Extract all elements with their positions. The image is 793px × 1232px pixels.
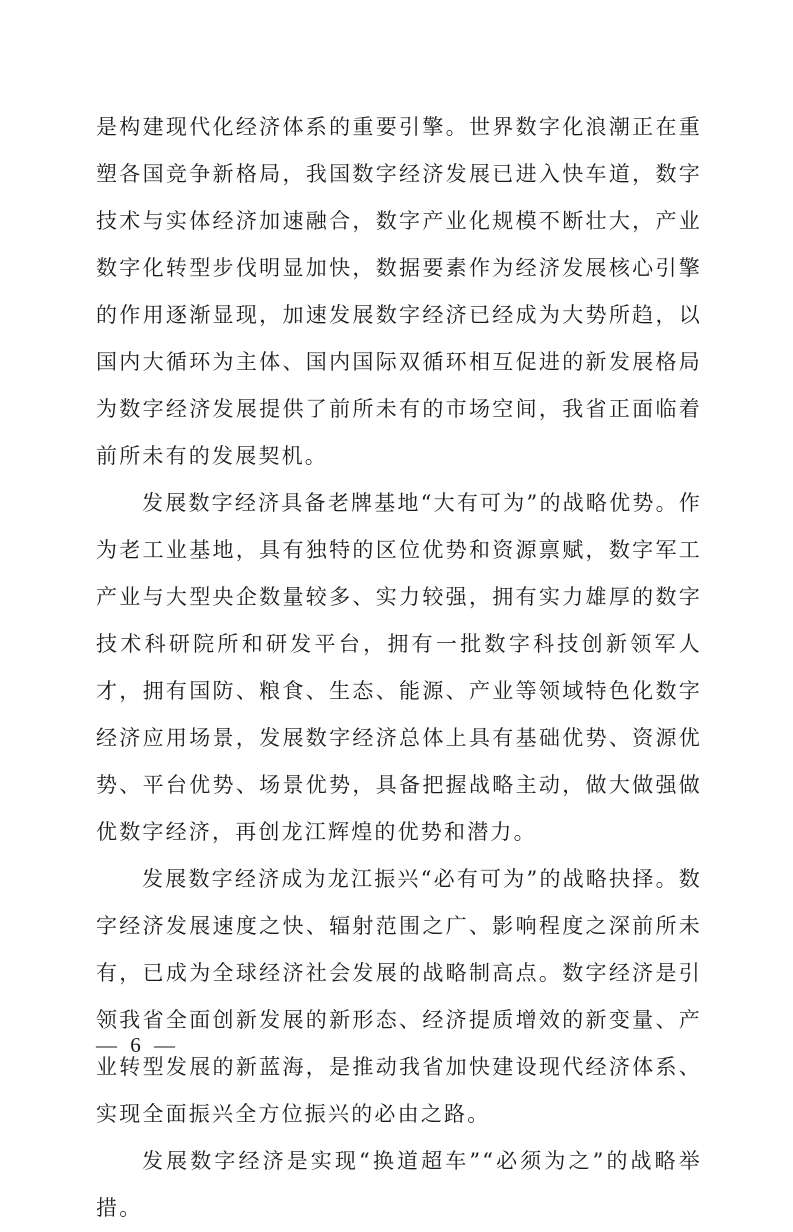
paragraph-base-advantage: 发展数字经济具备老牌基地“大有可为”的战略优势。作为老工业基地，具有独特的区位优势和资源禀赋，数字军工产业与大型央企数量较多、实力较强，拥有实力雄厚的数字技术科研院所和研发平台，拥有一批数字科技创新领军人才，拥有国防、粮食、生态、能源、产业等领域特色化数字经济应用场景，发展数字经济总体上具有基础优势、资源优势、平台优势、场景优势，具备把握战略主动，做大做强做优数字经济，再创龙江辉煌的优势和潜力。 <box>96 491 702 844</box>
page-number: — 6 — <box>96 1033 179 1057</box>
paragraph-continuation: 是构建现代化经济体系的重要引擎。世界数字化浪潮正在重塑各国竞争新格局，我国数字经济发展已进入快车道，数字技术与实体经济加速融合，数字产业化规模不断壮大，产业数字化转型步伐明显加快，数据要素作为经济发展核心引擎的作用逐渐显现，加速发展数字经济已经成为大势所趋，以国内大循环为主体、国内国际双循环相互促进的新发展格局为数字经济发展提供了前所未有的市场空间，我省正面临着前所未有的发展契机。 <box>96 115 702 468</box>
paragraph-strategic-choice: 发展数字经济成为龙江振兴“必有可为”的战略抉择。数字经济发展速度之快、辐射范围之广、影响程度之深前所未有，已成为全球经济社会发展的战略制高点。数字经济是引领我省全面创新发展的新形态、经济提质增效的新变量、产业转型发展的新蓝海，是推动我省加快建设现代经济体系、实现全面振兴全方位振兴的必由之路。 <box>96 867 702 1126</box>
body-text <box>96 104 702 1232</box>
paragraph-strategic-measure: 发展数字经济是实现“换道超车”“必须为之”的战略举措。 <box>96 1149 702 1220</box>
